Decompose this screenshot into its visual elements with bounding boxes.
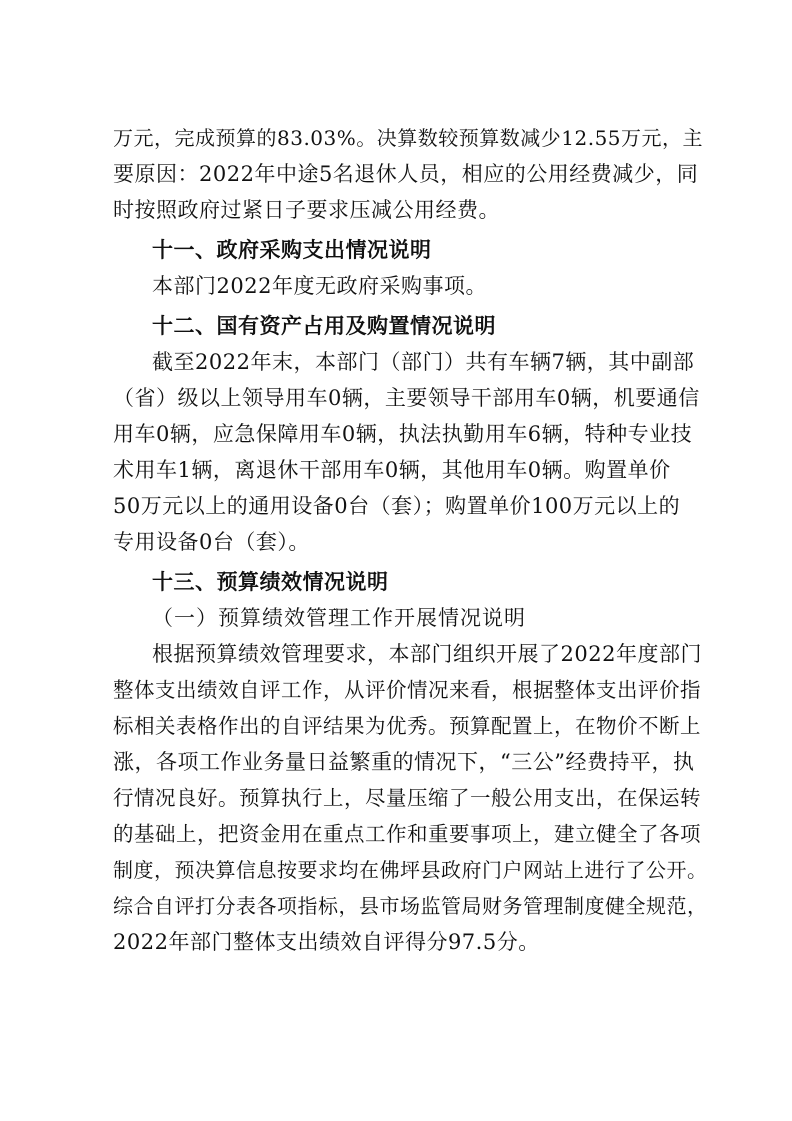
paragraph-line: 本部门2022年度无政府采购事项。 <box>152 274 487 298</box>
paragraph-line: 截至2022年末，本部门（部门）共有车辆7辆，其中副部 <box>152 350 695 374</box>
paragraph-line: 万元，完成预算的83.03%。决算数较预算数减少12.55万元，主 <box>113 126 704 150</box>
paragraph-line: 时按照政府过紧日子要求压减公用经费。 <box>113 198 500 222</box>
paragraph-line: 2022年部门整体支出绩效自评得分97.5分。 <box>113 930 540 954</box>
section-heading-12: 十二、国有资产占用及购置情况说明 <box>152 314 496 338</box>
paragraph-line: 术用车1辆，离退休干部用车0辆，其他用车0辆。购置单价 <box>113 458 671 482</box>
paragraph-line: 制度，预决算信息按要求均在佛坪县政府门户网站上进行了公开。 <box>113 858 708 882</box>
paragraph-line: 的基础上，把资金用在重点工作和重要事项上，建立健全了各项 <box>113 822 701 846</box>
paragraph-line: 标相关表格作出的自评结果为优秀。预算配置上，在物价不断上 <box>113 714 701 738</box>
section-heading-13: 十三、预算绩效情况说明 <box>152 570 389 594</box>
paragraph-line: 专用设备0台（套）。 <box>113 530 310 554</box>
paragraph-line: 整体支出绩效自评工作，从评价情况来看，根据整体支出评价指 <box>113 678 701 702</box>
paragraph-line: （省）级以上领导用车0辆，主要领导干部用车0辆，机要通信 <box>113 386 700 410</box>
section-heading-11: 十一、政府采购支出情况说明 <box>152 238 432 262</box>
paragraph-line: 50万元以上的通用设备0台（套）；购置单价100万元以上的 <box>113 494 681 518</box>
subsection-heading: （一）预算绩效管理工作开展情况说明 <box>152 606 526 630</box>
paragraph-line: 用车0辆，应急保障用车0辆，执法执勤用车6辆，特种专业技 <box>113 422 693 446</box>
paragraph-line: 行情况良好。预算执行上，尽量压缩了一般公用支出，在保运转 <box>113 786 701 810</box>
paragraph-line: 涨，各项工作业务量日益繁重的情况下，“三公”经费持平，执 <box>113 750 695 774</box>
paragraph-line: 要原因：2022年中途5名退休人员，相应的公用经费减少，同 <box>113 162 699 186</box>
paragraph-line: 根据预算绩效管理要求，本部门组织开展了2022年度部门 <box>152 642 702 666</box>
paragraph-line: 综合自评打分表各项指标，县市场监管局财务管理制度健全规范， <box>113 894 708 918</box>
